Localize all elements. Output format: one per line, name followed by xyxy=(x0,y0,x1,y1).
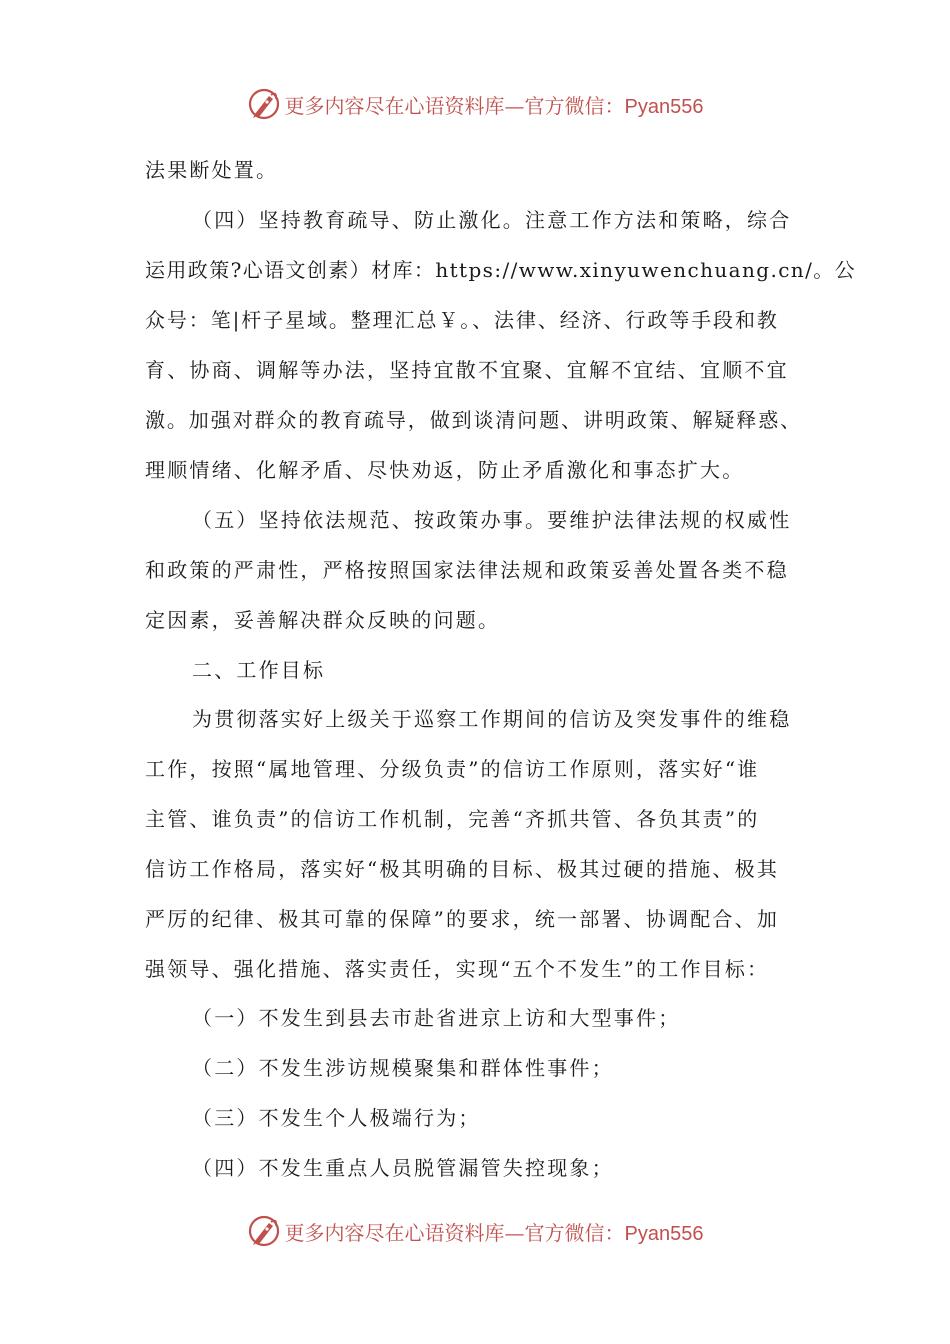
paragraph-line: 主管、谁负责”的信访工作机制，完善“齐抓共管、各负其责”的 xyxy=(145,807,760,831)
paragraph-line: 强领导、强化措施、落实责任，实现“五个不发生”的工作目标： xyxy=(145,957,770,981)
list-item: （四）不发生重点人员脱管漏管失控现象； xyxy=(192,1156,614,1180)
footer-banner xyxy=(0,1211,950,1251)
list-item: （二）不发生涉访规模聚集和群体性事件； xyxy=(192,1056,614,1080)
paragraph-line: 众号：笔|杆子星域。整理汇总￥。、法律、经济、行政等手段和教 xyxy=(145,308,779,332)
pen-logo-icon xyxy=(247,1214,281,1248)
list-item: （一）不发生到县去市赴省进京上访和大型事件； xyxy=(192,1006,681,1030)
section-heading: 二、工作目标 xyxy=(192,658,326,682)
paragraph-line: 激。加强对群众的教育疏导，做到谈清问题、讲明政策、解疑释惑、 xyxy=(145,408,802,432)
footer-banner-label: 更多内容尽在心语资料库—官方微信： xyxy=(284,1220,625,1245)
paragraph-line: 严厉的纪律、极其可靠的保障”的要求，统一部署、协调配合、加 xyxy=(145,907,780,931)
pen-logo-icon xyxy=(247,87,281,121)
header-banner-label: 更多内容尽在心语资料库—官方微信： xyxy=(284,93,625,118)
list-item: （三）不发生个人极端行为； xyxy=(192,1106,481,1130)
footer-banner-wechat: Pyan556 xyxy=(624,1222,704,1245)
header-banner-text xyxy=(285,90,704,119)
paragraph-line: （五）坚持依法规范、按政策办事。要维护法律法规的权威性 xyxy=(192,508,792,532)
paragraph-line: 理顺情绪、化解矛盾、尽快劝返，防止矛盾激化和事态扩大。 xyxy=(145,458,745,482)
paragraph-line: （四）坚持教育疏导、防止激化。注意工作方法和策略，综合 xyxy=(192,208,792,232)
header-banner-wechat: Pyan556 xyxy=(624,95,704,118)
paragraph-line: 法果断处置。 xyxy=(145,158,279,182)
paragraph-line: 定因素，妥善解决群众反映的问题。 xyxy=(145,608,501,632)
paragraph-line: 工作，按照“属地管理、分级负责”的信访工作原则，落实好“谁 xyxy=(145,757,760,781)
paragraph-line: 信访工作格局，落实好“极其明确的目标、极其过硬的措施、极其 xyxy=(145,857,780,881)
paragraph-line: 运用政策?心语文创素）材库：https://www.xinyuwenchuang.cn/。公 xyxy=(145,258,857,282)
header-banner xyxy=(0,84,950,124)
paragraph-line: 为贯彻落实好上级关于巡察工作期间的信访及突发事件的维稳 xyxy=(192,707,792,731)
footer-banner-text xyxy=(285,1217,704,1246)
paragraph-line: 育、协商、调解等办法，坚持宜散不宜聚、宜解不宜结、宜顺不宜 xyxy=(145,358,789,382)
paragraph-line: 和政策的严肃性，严格按照国家法律法规和政策妥善处置各类不稳 xyxy=(145,558,789,582)
